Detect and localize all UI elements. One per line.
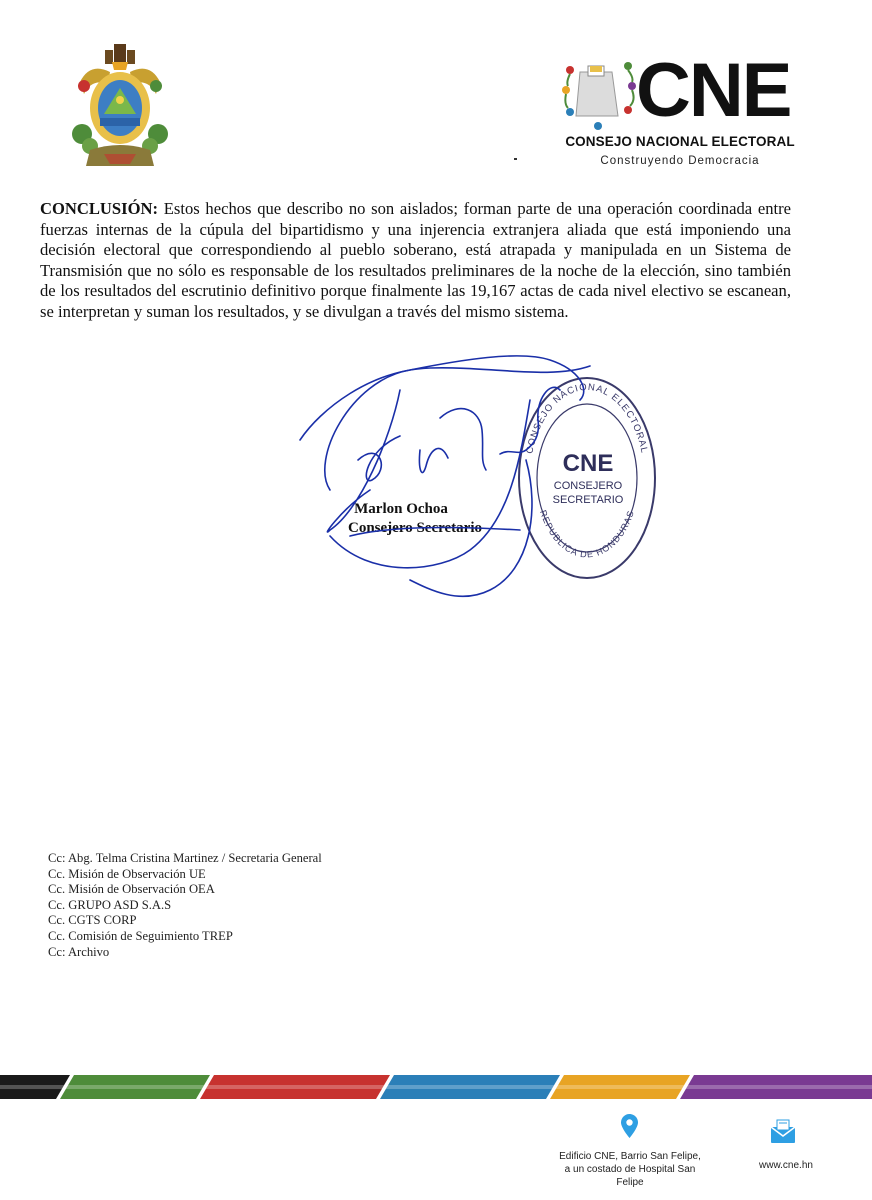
stray-mark [514,158,517,160]
cne-logo-word: CNE [636,48,791,133]
cc-item: Cc: Archivo [48,944,110,959]
footer-website: www.cne.hn [759,1160,813,1171]
cc-item: Cc: Abg. Telma Cristina Martinez / Secretaria General [48,851,322,865]
conclusion-lead: CONCLUSIÓN: [40,199,159,218]
cc-item: Cc. CGTS CORP [48,913,137,928]
address-line: a un costado de Hospital San Felipe [564,1164,696,1188]
cc-list [48,851,322,960]
cc-item: Cc. Misión de Observación UE [48,866,206,881]
cc-item: Cc. Comisión de Seguimiento TREP [48,928,233,943]
signatory-title: Consejero Secretario [348,520,482,536]
footer-address [554,1150,706,1189]
cne-tagline: Construyendo Democracia [600,155,760,167]
cc-item: Cc. Misión de Observación OEA [48,882,215,897]
coat-of-arms-icon [70,42,170,168]
conclusion-text: Estos hechos que describo no son aislados; forman parte de una operación coordinada entre fuerzas internas de la cúpula del bipartidismo y una injerencia extranjera aliada que está imponiendo una decisión electoral que correspondiendo al pueblo soberano, está atrapada y manipulada en un Sistema de Transmisión que no sólo es responsable de los resultados preliminares de la noche de la elección, sino también de los resultados del escrutinio definitivo porque finalmente las 19,167 actas de cada nivel electivo se escanean, se interpretan y suman los resultados, y se divulgan a través del mismo sistema. [40,199,791,321]
stamp-line2: SECRETARIO [552,494,624,506]
cc-item: Cc. GRUPO ASD S.A.S [48,897,172,912]
stamp-bottom-text: REPUBLICA DE HONDURAS [537,508,637,560]
stamp-line1: CONSEJERO [553,480,623,492]
stamp-center: CNE [562,450,614,477]
signatory-name: Marlon Ochoa [354,501,448,517]
footer-stripe [0,1075,872,1099]
mail-icon [770,1118,796,1144]
svg-text:REPUBLICA DE HONDURAS [538,509,636,560]
address-line: Edificio CNE, Barrio San Felipe, [559,1151,701,1162]
location-pin-icon [621,1114,638,1138]
official-stamp [516,375,658,581]
cne-full-name: CONSEJO NACIONAL ELECTORAL [565,134,795,149]
conclusion-paragraph [40,199,791,323]
cne-emblem-icon [562,52,637,132]
stamp-ring-text: CONSEJO NACIONAL ELECTORAL [524,381,650,455]
